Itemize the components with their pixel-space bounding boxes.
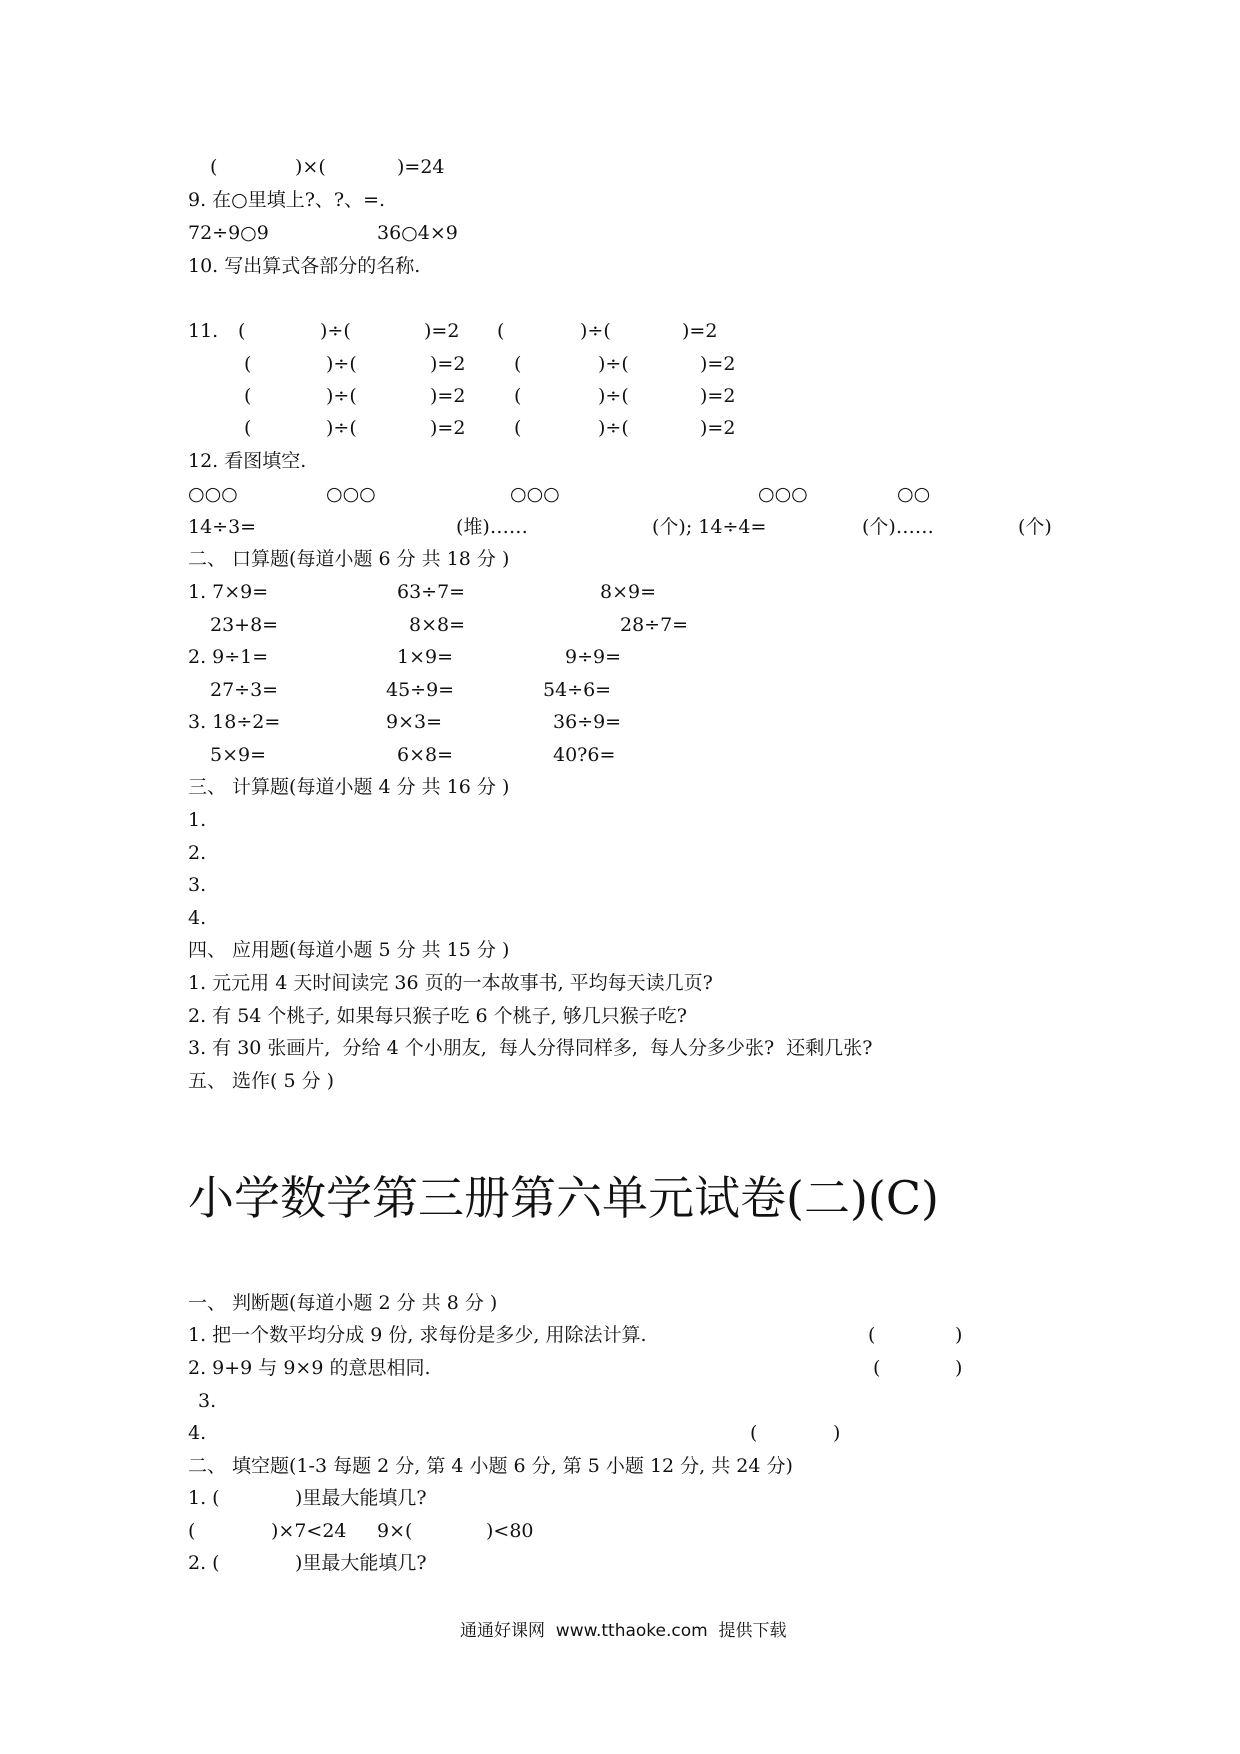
oral-cell: 8×9= — [600, 581, 657, 603]
q11-close: )=2 — [700, 353, 736, 375]
fill-row-expr-1: )×7<24 — [271, 1520, 347, 1542]
calc-item: 1. — [188, 809, 207, 831]
q12-expr-1: 14÷3= — [188, 516, 257, 538]
page-footer: 通通好课网 www.tthaoke.com 提供下载 — [460, 1621, 787, 1641]
q8-open: ( — [210, 156, 218, 178]
q10-prompt: 10. 写出算式各部分的名称. — [188, 255, 421, 277]
q11-mid: )÷( — [326, 385, 357, 407]
q11-open: ( — [238, 320, 246, 342]
q11-mid: )÷( — [598, 385, 629, 407]
fill-item-2-end: )里最大能填几? — [295, 1552, 427, 1574]
word-problem: 2. 有 54 个桃子, 如果每只猴子吃 6 个桃子, 够几只猴子吃? — [188, 1005, 687, 1027]
calc-item: 4. — [188, 907, 207, 929]
oral-cell: 63÷7= — [397, 581, 466, 603]
oral-cell: 9÷9= — [565, 646, 622, 668]
section-5-heading: 五、 选作( 5 分 ) — [188, 1070, 335, 1092]
q11-open: ( — [244, 385, 252, 407]
q11-close: )=2 — [424, 320, 460, 342]
judge-paren-open: ( — [750, 1422, 758, 1444]
judge-paren-close: ) — [833, 1422, 841, 1444]
oral-cell: 5×9= — [210, 744, 267, 766]
q12-circles: ○○○ — [188, 483, 238, 505]
q8-mid: )×( — [295, 156, 326, 178]
q11-close: )=2 — [430, 385, 466, 407]
judge-paren-open: ( — [873, 1357, 881, 1379]
oral-cell: 6×8= — [397, 744, 454, 766]
oral-cell: 8×8= — [409, 614, 466, 636]
q11-open: ( — [244, 417, 252, 439]
q12-circles: ○○○ — [758, 483, 808, 505]
q12-expr-3: (个); 14÷4= — [652, 516, 767, 538]
q11-close: )=2 — [700, 417, 736, 439]
q11-mid: )÷( — [580, 320, 611, 342]
judge-item-1: 1. 把一个数平均分成 9 份, 求每份是多少, 用除法计算. — [188, 1324, 647, 1346]
q11-mid: )÷( — [326, 417, 357, 439]
judge-paren-close: ) — [955, 1357, 963, 1379]
oral-cell: 1. 7×9= — [188, 581, 269, 603]
oral-cell: 28÷7= — [620, 614, 689, 636]
section-2-heading: 二、 口算题(每道小题 6 分 共 18 分 ) — [188, 548, 510, 570]
fill-row-paren: ( — [188, 1520, 196, 1542]
section-4-heading: 四、 应用题(每道小题 5 分 共 15 分 ) — [188, 939, 510, 961]
section-3-heading: 三、 计算题(每道小题 4 分 共 16 分 ) — [188, 776, 510, 798]
judge-item-2: 2. 9+9 与 9×9 的意思相同. — [188, 1357, 431, 1379]
oral-cell: 23+8= — [210, 614, 279, 636]
q9-prompt: 9. 在○里填上?、?、=. — [188, 189, 386, 211]
p2-section-2-heading: 二、 填空题(1-3 每题 2 分, 第 4 小题 6 分, 第 5 小题 12 分, 共 24 分) — [188, 1455, 793, 1477]
fill-item-2-start: 2. ( — [188, 1552, 220, 1574]
oral-cell: 2. 9÷1= — [188, 646, 269, 668]
q11-close: )=2 — [430, 353, 466, 375]
q12-circles: ○○○ — [326, 483, 376, 505]
q11-open: ( — [514, 385, 522, 407]
calc-item: 3. — [188, 874, 207, 896]
q9-item-b: 36○4×9 — [377, 222, 458, 244]
oral-cell: 54÷6= — [543, 679, 612, 701]
q11-close: )=2 — [700, 385, 736, 407]
q12-circles: ○○ — [897, 483, 931, 505]
fill-item-1-start: 1. ( — [188, 1487, 220, 1509]
q12-prompt: 12. 看图填空. — [188, 450, 307, 472]
oral-cell: 40?6= — [553, 744, 616, 766]
fill-row-expr-2: 9×( — [377, 1520, 413, 1542]
q11-mid: )÷( — [326, 353, 357, 375]
fill-row-expr-3: )<80 — [486, 1520, 534, 1542]
word-problem: 3. 有 30 张画片, 分给 4 个小朋友, 每人分得同样多, 每人分多少张? 还剩几张? — [188, 1037, 873, 1059]
word-problem: 1. 元元用 4 天时间读完 36 页的一本故事书, 平均每天读几页? — [188, 972, 713, 994]
calc-item: 2. — [188, 842, 207, 864]
q11-open: ( — [497, 320, 505, 342]
page-title: 小学数学第三册第六单元试卷(二)(C) — [188, 1171, 939, 1225]
judge-item-3: 3. — [198, 1390, 217, 1412]
q11-open: ( — [514, 417, 522, 439]
q12-expr-2: (堆)…… — [456, 516, 528, 538]
q11-open: ( — [244, 353, 252, 375]
judge-paren-open: ( — [868, 1324, 876, 1346]
q11-open: ( — [514, 353, 522, 375]
oral-cell: 3. 18÷2= — [188, 711, 281, 733]
oral-cell: 9×3= — [386, 711, 443, 733]
q8-close: )=24 — [397, 156, 445, 178]
q11-close: )=2 — [682, 320, 718, 342]
q12-circles: ○○○ — [510, 483, 560, 505]
judge-item-4: 4. — [188, 1422, 207, 1444]
fill-item-1-end: )里最大能填几? — [295, 1487, 427, 1509]
q9-item-a: 72÷9○9 — [188, 222, 269, 244]
oral-cell: 45÷9= — [386, 679, 455, 701]
oral-cell: 36÷9= — [553, 711, 622, 733]
q12-expr-4: (个)…… — [862, 516, 934, 538]
q11-mid: )÷( — [598, 353, 629, 375]
q11-mid: )÷( — [320, 320, 351, 342]
q11-number: 11. — [188, 320, 219, 342]
oral-cell: 1×9= — [397, 646, 454, 668]
q11-mid: )÷( — [598, 417, 629, 439]
judge-paren-close: ) — [955, 1324, 963, 1346]
oral-cell: 27÷3= — [210, 679, 279, 701]
p2-section-1-heading: 一、 判断题(每道小题 2 分 共 8 分 ) — [188, 1292, 498, 1314]
q12-expr-5: (个) — [1018, 516, 1052, 538]
q11-close: )=2 — [430, 417, 466, 439]
